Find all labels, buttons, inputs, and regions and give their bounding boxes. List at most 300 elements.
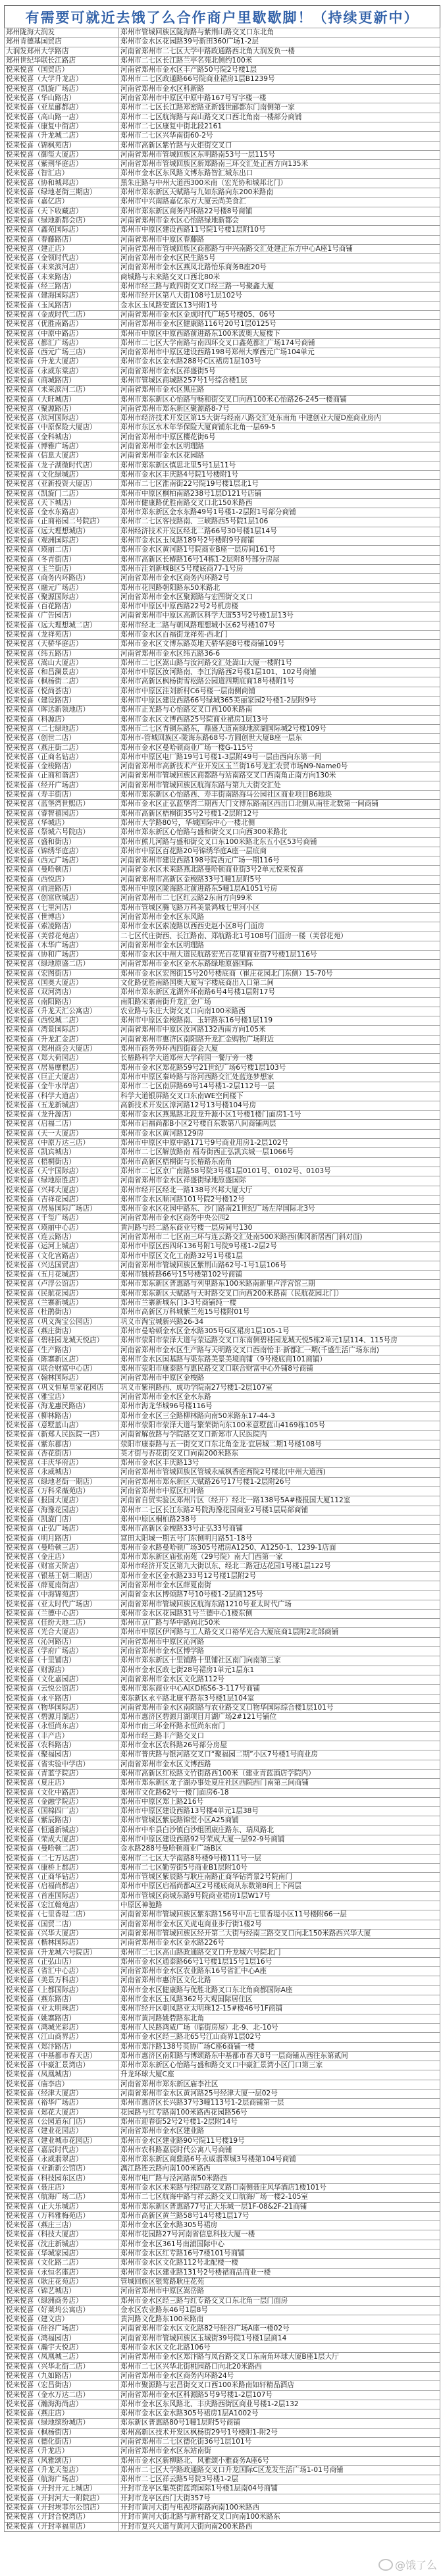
table-row <box>5 1703 440 1712</box>
store-address-cell: 郑州市惠济区碧源月湖项目月湖广场2#121号铺位 <box>119 1713 440 1722</box>
table-row <box>5 772 440 781</box>
table-row <box>5 1741 440 1750</box>
table-row <box>5 1440 440 1449</box>
store-address-cell: 河南省郑州市金水区健康路116号20号1层0125号 <box>119 320 440 329</box>
store-address-cell: 郑州高新区技术开发区枫杨街29号1号楼附1-附2号 <box>119 2428 440 2437</box>
store-name-cell: 悦来悦喜（十里铺店） <box>5 1656 119 1666</box>
store-address-cell: 郑州市曼哈顿金水区金水路305号G区裙房1层105-1号 <box>119 1327 440 1336</box>
store-name-cell: 悦来悦喜（建业城市花园店） <box>5 2136 119 2145</box>
store-address-cell: 河南省郑州市金水区纬五路36-6 <box>119 649 440 658</box>
store-address-cell: 郑州市启福尚都B小区2号楼自东数第八间商铺两层 <box>119 1120 440 1129</box>
table-row <box>5 1553 440 1562</box>
store-address-cell: 郑州市二七区南屏路69号14号楼1-2层112号一层 <box>119 1082 440 1091</box>
store-name-cell: 悦来悦喜（沈庄新城店） <box>5 2240 119 2249</box>
store-address-cell: 郑州市中原区电厂路19号1号楼1-3层附49号一层由西向东第一间 <box>119 752 440 762</box>
table-row <box>5 2475 440 2484</box>
table-row <box>5 592 440 602</box>
store-name-cell: 悦来悦喜（博雅广场店） <box>5 442 119 452</box>
table-row <box>5 1600 440 1609</box>
table-row <box>5 301 440 310</box>
store-name-cell: 悦来悦喜（吉祥花园店） <box>5 1195 119 1204</box>
store-address-cell: 郑州市金水区三全路柳林路向南50米路东17-44-3 <box>119 1411 440 1421</box>
store-name-cell: 悦来悦喜（兴达国贸店） <box>5 1261 119 1270</box>
store-address-cell: 郑东新区普惠路80号1幢1层附5号商铺 <box>119 2419 440 2428</box>
table-row <box>5 244 440 253</box>
store-name-cell: 悦来悦喜（光合大厦店） <box>5 1628 119 1637</box>
store-name-cell: 悦来悦喜（聚源路店） <box>5 404 119 413</box>
store-address-cell: 河南省郑州市中原区金梭路 <box>119 1374 440 1383</box>
store-name-cell: 悦来悦喜（金水万达二店） <box>5 2390 119 2400</box>
store-name-cell: 悦来悦喜（开封河大一附院店） <box>5 2494 119 2503</box>
store-name-cell: 悦来悦喜（索凌路店） <box>5 922 119 932</box>
table-row <box>5 461 440 470</box>
table-row <box>5 837 440 847</box>
store-address-cell: 郑州市聚源路与宏昌街交叉口西100米路南如轩精品酒店 <box>119 2381 440 2390</box>
table-row <box>5 56 440 65</box>
store-name-cell: 悦来悦喜（首座国际店） <box>5 1891 119 1901</box>
store-name-cell: 悦来悦喜（建设路店） <box>5 697 119 706</box>
table-row <box>5 1129 440 1138</box>
store-name-cell: 悦来悦喜（曼哈顿二店） <box>5 1845 119 1854</box>
store-name-cell: 悦来悦喜（金融学院店） <box>5 1797 119 1806</box>
store-address-cell: 河南省郑州市管城回族区新郑路南三环交汇处正西方向135米 <box>119 160 440 169</box>
store-address-cell: 郑州市高新区万科城紫兰苑15号楼附01号 <box>119 1308 440 1317</box>
store-name-cell: 悦来悦喜（公园道东门店） <box>5 2117 119 2126</box>
store-name-cell: 悦来悦喜（物华国际店） <box>5 1703 119 1712</box>
table-row <box>5 1826 440 1835</box>
table-row <box>5 2033 440 2042</box>
store-address-cell: 河南省郑州市金水区东风路 <box>119 912 440 922</box>
store-name-cell: 悦来悦喜（郑花大厦店） <box>5 2108 119 2117</box>
table-row <box>5 367 440 376</box>
table-row <box>5 2240 440 2249</box>
table-row <box>5 922 440 932</box>
store-address-cell: 郑州市郑汴路138号英协广场C座6商铺一楼 <box>119 2042 440 2051</box>
store-address-cell: 河南省郑州市金水区科源路5号9号楼1-2层107号 <box>119 2390 440 2400</box>
store-address-cell: 郑州市郑东新区商务内环路22号楼8号商铺 <box>119 207 440 216</box>
store-address-cell: 河南省郑州市金水区民生路5号 <box>119 254 440 263</box>
store-address-cell: 郑州市正光路与心怡路交叉口西100米路南 <box>119 706 440 715</box>
table-row <box>5 602 440 612</box>
store-table-body <box>5 28 440 2532</box>
store-address-cell: 郑州市中原区启福尚都A区2号楼底商从东数第8间上下两层 <box>119 1882 440 1891</box>
store-address-cell: 河南省郑州市二七区红云路2东南方向99米 <box>119 894 440 903</box>
table-row <box>5 1685 440 1694</box>
store-name-cell: 悦来悦喜（蓝堡湾世熙店） <box>5 800 119 809</box>
store-name-cell: 悦来悦喜（华城店） <box>5 818 119 828</box>
table-row <box>5 1421 440 1430</box>
table-row <box>5 160 440 169</box>
store-name-cell: 悦来悦喜（国贸二店） <box>5 1920 119 1929</box>
store-name-cell: 悦来悦喜（康桥上郡店） <box>5 1863 119 1872</box>
store-address-cell: 郑州市二七区高山路政通路交叉口升龙城六号院北门 <box>119 1948 440 1957</box>
store-address-cell: 郑州市金水区燕黑路北段龙升源小区1号楼1楼门面房1-1号 <box>119 1111 440 1120</box>
store-name-cell: 悦来悦喜（航海广场店） <box>5 2475 119 2484</box>
store-name-cell: 悦来悦喜（曼哈顿三店） <box>5 1543 119 1552</box>
table-row <box>5 235 440 244</box>
table-row <box>5 960 440 969</box>
store-name-cell: 悦来悦喜（智汇店） <box>5 169 119 178</box>
table-row <box>5 762 440 772</box>
table-row <box>5 1562 440 1571</box>
store-name-cell: 悦来悦喜（远大理想城店） <box>5 527 119 536</box>
store-name-cell: 悦来悦喜（文化路二店） <box>5 2259 119 2268</box>
table-row <box>5 752 440 762</box>
table-row <box>5 791 440 800</box>
store-name-cell: 悦来悦喜（绿地原盛二店） <box>5 960 119 969</box>
store-address-cell: 郑东新区永平路北康平路东3号楼1层104室 <box>119 1694 440 1703</box>
store-name-cell: 悦来悦喜（万科雅梅苑店） <box>5 2211 119 2221</box>
table-row <box>5 2438 440 2447</box>
table-row <box>5 1976 440 1985</box>
table-row <box>5 2080 440 2089</box>
store-name-cell: 悦来悦喜（中原中路店） <box>5 329 119 338</box>
store-name-cell: 悦来悦喜（建海国际店） <box>5 292 119 301</box>
store-name-cell: 悦来悦喜（华山路店） <box>5 94 119 103</box>
store-name-cell: 悦来悦喜（七里河店） <box>5 903 119 912</box>
store-name-cell: 悦来悦喜（裕华广场店） <box>5 2099 119 2108</box>
store-name-cell: 悦来悦喜（永威东棠店） <box>5 367 119 376</box>
store-address-cell: 郑州市中原区中原中路171号9号商业用房1-2层102号 <box>119 1139 440 1148</box>
table-row <box>5 1722 440 1731</box>
table-row <box>5 1026 440 1035</box>
store-address-cell: 郑州市金水区宏图街15号20号楼底商（崔庄花园北门东侧）15-70号 <box>119 969 440 978</box>
table-row <box>5 2211 440 2221</box>
store-name-cell: 悦来悦喜（万科采薇苑店） <box>5 1487 119 1496</box>
table-row <box>5 1750 440 1760</box>
store-address-cell: 河南省郑州市金水区祥盛街绿地原盛国际 <box>119 1176 440 1186</box>
store-address-cell: 郑州市经北二路与朝凤路理想城小区62号楼107号 <box>119 621 440 630</box>
store-name-cell: 悦来悦喜（未来滨河店） <box>5 263 119 273</box>
table-row <box>5 2061 440 2070</box>
table-row <box>5 1449 440 1458</box>
store-name-cell: 悦来悦喜（华城家园店） <box>5 2249 119 2259</box>
table-row <box>5 141 440 150</box>
store-name-cell: 悦来悦喜（瀚海海尚店） <box>5 2400 119 2409</box>
store-address-cell: 郑州市金水区黄河路1号院商业B座一层房间161号 <box>119 546 440 555</box>
table-row <box>5 715 440 724</box>
store-list-sheet <box>4 5 440 2532</box>
store-address-cell: 郑州市二七区长江东路2号院海豫花园商业2号楼1层局部商铺 <box>119 1506 440 1515</box>
store-name-cell: 悦来悦喜（经开广场店） <box>5 781 119 790</box>
store-name-cell: 悦来悦喜（郑州商会大厦店） <box>5 1045 119 1054</box>
store-name-cell: 悦来悦喜（科技园东区店） <box>5 2174 119 2183</box>
store-address-cell: 郑州市金水区正弘蓝堡湾二期西大门文博东路南区西出口北侧从南往北数第一间商铺 <box>119 800 440 809</box>
table-row <box>5 2400 440 2409</box>
store-name-cell: 悦来悦喜（鸿城光彩店） <box>5 2023 119 2032</box>
table-row <box>5 1845 440 1854</box>
store-name-cell: 悦来悦喜（亚太明珠店） <box>5 2005 119 2014</box>
store-name-cell: 悦来悦喜（升龙城六号院店） <box>5 1948 119 1957</box>
store-name-cell: 悦来悦喜（西悦店） <box>5 875 119 884</box>
table-row <box>5 2202 440 2211</box>
table-row <box>5 941 440 950</box>
store-name-cell: 悦来悦喜（融元广场店） <box>5 583 119 592</box>
store-address-cell: 郑州市高新区梧桐街与长椿路东南角 <box>119 1157 440 1167</box>
table-row <box>5 668 440 677</box>
table-row <box>5 2513 440 2522</box>
store-name-cell: 悦来悦喜（巩义淘宝公园店） <box>5 1317 119 1327</box>
table-row <box>5 2277 440 2286</box>
table-row <box>5 2344 440 2353</box>
store-name-cell: 悦来悦喜（航海广场二店） <box>5 2193 119 2202</box>
store-address-cell: 郑州市郑东新区心怡路与盛和街交叉口向西300米路北 <box>119 828 440 837</box>
table-row <box>5 856 440 866</box>
store-name-cell: 悦来悦喜（世博店） <box>5 912 119 922</box>
store-name-cell: 悦来悦喜（天下收藏店） <box>5 207 119 216</box>
store-name-cell: 悦来悦喜（西元广场三店） <box>5 348 119 357</box>
table-row <box>5 640 440 649</box>
store-address-cell: 金水区玉凤路安置区13号附1号 <box>119 301 440 310</box>
store-name-cell: 悦来悦喜（金领时代店） <box>5 254 119 263</box>
store-address-cell: 郑州市金水区花园路39号新田360广场1-2层 <box>119 38 440 47</box>
table-row <box>5 555 440 564</box>
table-row <box>5 932 440 941</box>
table-row <box>5 1327 440 1336</box>
store-address-cell: 巩义市淘宝城新兴路26-34 <box>119 1317 440 1327</box>
store-name-cell: 悦来悦喜（芙蓉花苑店） <box>5 932 119 941</box>
store-address-cell: 河南省郑州市中原区建设西路198号郑州大摩西元广场104单元 <box>119 348 440 357</box>
table-row <box>5 263 440 273</box>
store-address-cell: 郑州市郑东商业中心A区D栋S6-3-117号商铺 <box>119 1685 440 1694</box>
table-row <box>5 178 440 188</box>
table-row <box>5 517 440 527</box>
store-address-cell: 郑州市二七区大学南路与南四环交叉口鑫苑都汇广场174号商铺 <box>119 338 440 348</box>
table-row <box>5 649 440 658</box>
store-name-cell: 悦来悦喜（梧桐街店） <box>5 1157 119 1167</box>
table-row <box>5 1769 440 1778</box>
store-name-cell: 悦来悦喜（升龙店） <box>5 2447 119 2456</box>
store-address-cell: 郑州市二七区青铜东路东，鼎盛大道南绿地滨湖国际城2号楼109号 <box>119 724 440 733</box>
store-address-cell: 郑州市大学路80号，华城国际中心一楼北侧 <box>119 818 440 828</box>
table-row <box>5 2504 440 2513</box>
store-name-cell: 悦来悦喜（财富天阶店） <box>5 1562 119 1571</box>
store-address-cell: 郑州市郑东新区普惠路与列里路东100米路南新里卢浮宫馆三期 <box>119 1280 440 1289</box>
table-row <box>5 1242 440 1251</box>
store-name-cell: 悦来悦喜（报国大厦店） <box>5 1496 119 1506</box>
store-address-cell: 郑州市郑东新区十里铺路十里铺社区南门向南第三家 <box>119 1656 440 1666</box>
store-address-cell: 农业路与朱庄大街交叉口向南100米路西 <box>119 1007 440 1016</box>
store-name-cell: 悦来悦喜（建文店） <box>5 2315 119 2325</box>
store-address-cell: 郑州市金水区金水路305号裙房1层A1002号 <box>119 2409 440 2419</box>
store-address-cell: 郑州中原区桐柏路238号 <box>119 1515 440 1524</box>
store-name-cell: 悦来悦喜（鑫苑国际店） <box>5 226 119 235</box>
store-address-cell: 二七区代庄街西、长江路南、郑航路北1号108号门面房一楼（芙蓉花苑） <box>119 932 440 941</box>
table-row <box>5 1666 440 1675</box>
store-address-cell: 郑州市经三路与政四街交叉口经三路一号聚鑫大厦 <box>119 282 440 292</box>
table-row <box>5 2051 440 2061</box>
store-address-cell: 河南省郑州市中原区中原中路167号写字楼一楼 <box>119 94 440 103</box>
table-row <box>5 1261 440 1270</box>
store-name-cell: 悦来悦喜（南阳路店） <box>5 997 119 1007</box>
store-address-cell: 河南省郑州市金水区商务内环路2号 <box>119 574 440 583</box>
store-name-cell: 悦来悦喜（宏江翰苑店） <box>5 1901 119 1910</box>
table-row <box>5 1402 440 1411</box>
table-row <box>5 1487 440 1496</box>
table-row <box>5 951 440 960</box>
store-address-cell: 郑州市中原区西四环136号附1号院9号楼1-2层2号 <box>119 1242 440 1251</box>
store-address-cell: 郑州市中原区中原西路前进路东100米波奥大厦楼下 <box>119 329 440 338</box>
table-row <box>5 1920 440 1929</box>
table-row <box>5 94 440 103</box>
store-address-cell: 河南省郑州市金水区科新路 <box>119 84 440 93</box>
table-row <box>5 1101 440 1110</box>
table-row <box>5 800 440 809</box>
table-row <box>5 38 440 47</box>
store-address-cell: 开封市黄河大街北路与新村路交叉口向南100米路东 <box>119 2513 440 2522</box>
table-row <box>5 150 440 159</box>
store-name-cell: 悦来悦喜（天下城店） <box>5 498 119 508</box>
table-row <box>5 2362 440 2371</box>
store-name-cell: 悦来悦喜（紫辰路店） <box>5 1816 119 1826</box>
store-name-cell: 悦来悦喜（金牛水岸店） <box>5 1082 119 1091</box>
store-name-cell: 悦来悦喜（陈寨新区店） <box>5 1355 119 1364</box>
store-name-cell: 悦来悦喜（商务内环路店） <box>5 574 119 583</box>
table-row <box>5 527 440 536</box>
store-name-cell: 悦来悦喜（文化中路店） <box>5 1788 119 1797</box>
store-address-cell: 郑州市高新区长椿路16号14栋1-2层附8号部分房屋 <box>119 555 440 564</box>
table-row <box>5 395 440 404</box>
store-address-cell: 郑州市金水区金水路288号C区裙房1层103号 <box>119 357 440 367</box>
store-name-cell: 悦来悦喜（薛夏南街店） <box>5 1581 119 1590</box>
store-name-cell: 悦来悦喜（广告园店） <box>5 612 119 621</box>
store-name-cell: 悦来悦喜（燕庄街二店） <box>5 743 119 752</box>
store-address-cell: 郑州市惠济区南阳路与博颂路东中基都市春天8号一层商铺从西往东第贰间 <box>119 2051 440 2061</box>
table-row <box>5 1120 440 1129</box>
table-row <box>5 273 440 282</box>
store-name-cell: 悦来悦喜（科技大厦店） <box>5 2230 119 2240</box>
store-name-cell: 悦来悦喜（远大理想城二店） <box>5 621 119 630</box>
table-row <box>5 1647 440 1656</box>
table-row <box>5 2005 440 2014</box>
store-name-cell: 悦来悦喜（亚新投资大厦店） <box>5 480 119 489</box>
store-name-cell: 悦来悦喜（燕庄街店） <box>5 1327 119 1336</box>
store-name-cell: 悦来悦喜（升龙城二店） <box>5 132 119 141</box>
store-address-cell: 郑州市中原区桐柏南路238号1层D121号店铺 <box>119 489 440 498</box>
table-row <box>5 1760 440 1769</box>
store-name-cell: 悦来悦喜（凤凰城店） <box>5 2070 119 2080</box>
store-address-cell: 郑州市二七区航海路与高山路交叉口西北角南一楼部分商铺 <box>119 113 440 122</box>
store-address-cell: 郑州市中原区中原西路22号2号机房楼 <box>119 602 440 612</box>
store-name-cell: 悦来悦喜（聚源国际店） <box>5 592 119 602</box>
store-address-cell: 郑州市金水区建业路90号院11号楼19号 <box>119 2136 440 2145</box>
store-address-cell: 河南省郑州市郑东新区天赋路26号17号楼1-2层附26号 <box>119 1477 440 1486</box>
table-row <box>5 320 440 329</box>
store-name-cell: 悦来悦喜（龙升源店） <box>5 1111 119 1120</box>
store-name-cell: 悦来悦喜（绿地新都会店） <box>5 216 119 225</box>
table-row <box>5 1271 440 1280</box>
store-name-cell: 悦来悦喜（开封合悦湾店） <box>5 2513 119 2522</box>
store-address-cell: 黄河路与经二路东商业号楼一层房间号130 <box>119 1223 440 1232</box>
store-address-cell: 郑州市郑东新区商鼎路6号永威翡翠城3号楼第104号商铺 <box>119 2155 440 2165</box>
table-row <box>5 1995 440 2005</box>
store-address-cell: 河南省解放路与学院路交叉口新郑市人民医院内 <box>119 1431 440 1440</box>
store-name-cell: 悦来悦喜（锦绣华庭店） <box>5 847 119 856</box>
store-address-cell: 郑州市东区水木年华保险大厦商铺东北角一层69-5 <box>119 423 440 433</box>
store-name-cell: 悦来悦喜（盛和街店） <box>5 837 119 847</box>
store-address-cell: 河南省郑州市中原区樱花街6号 <box>119 433 440 442</box>
store-name-cell: 悦来悦喜（正弘广场店） <box>5 1525 119 1534</box>
store-name-cell: 悦来悦喜（纬五路店） <box>5 649 119 658</box>
store-address-cell: 郑州市金水区健康路与优胜北路叉口东北角商都国际A座 <box>119 1985 440 1995</box>
store-address-cell: 郑州市金水区农科路26号部分房屋 <box>119 1741 440 1750</box>
store-name-cell: 悦来悦喜（聂庄店） <box>5 2183 119 2192</box>
store-name-cell: 悦来悦喜（云悦公馆店） <box>5 1685 119 1694</box>
store-name-cell: 悦来悦喜（郑大荷园店） <box>5 1054 119 1063</box>
store-address-cell: 中原区神驰路 <box>119 1901 440 1910</box>
store-address-cell: 郑州市金水区文博东路英地天骄华庭8号楼商铺109号 <box>119 640 440 649</box>
store-address-cell: 郑州市经开区第八大街108号1层102号 <box>119 292 440 301</box>
store-address-cell: 河南省郑州市金水区博学路 <box>119 1647 440 1656</box>
store-name-cell: 悦来悦喜（升龙汇金店） <box>5 1035 119 1044</box>
table-row <box>5 724 440 733</box>
table-row <box>5 1910 440 1920</box>
store-name-cell: 悦来悦喜（正商裕园二号院店） <box>5 517 119 527</box>
table-row <box>5 254 440 263</box>
table-row <box>5 621 440 630</box>
table-row <box>5 1374 440 1383</box>
store-name-cell: 悦来悦喜（经津大厦店） <box>5 2090 119 2099</box>
store-address-cell: 郑州市管城区紫辰路与耿庄南路正商华钻湾景2号院南门 <box>119 1873 440 1882</box>
store-address-cell: 郑州市中兴南路嘉亿东方大厦云尚美食汇 <box>119 197 440 207</box>
store-address-cell: 郑州市电厂路与泾河路南50米路西 <box>119 2174 440 2183</box>
store-address-cell: 郑州市管城回族区陇海路与紫荆山路交叉口东北角 <box>119 28 440 38</box>
table-row <box>5 969 440 978</box>
table-row <box>5 1383 440 1392</box>
store-name-cell: 悦来悦喜（未来滨河二店） <box>5 386 119 395</box>
store-name-cell: 悦来悦喜（二七万达店） <box>5 1854 119 1863</box>
table-row <box>5 84 440 93</box>
store-address-cell: 郑州市熊儿河路与盛和街交叉口东100米路北东五小区53号商铺 <box>119 837 440 847</box>
store-name-cell: 悦来悦喜（九如路店） <box>5 2371 119 2380</box>
store-name-cell: 悦来悦喜（绿地缤纷城店） <box>5 2419 119 2428</box>
store-name-cell: 悦来悦喜（明月路店） <box>5 1534 119 1543</box>
store-address-cell: 郑州市金水区国基路与渠东路美景美境商铺（9号楼底商101商铺） <box>119 1355 440 1364</box>
store-name-cell: 悦来悦喜（升龙天玺店） <box>5 2465 119 2475</box>
table-row <box>5 423 440 433</box>
store-address-cell: 郑州市金水区郑花路59号21世纪广场6号楼1层103号 <box>119 1063 440 1072</box>
table-row <box>5 2230 440 2240</box>
store-address-cell: 郑州市海龙华城96号楼116号 <box>119 1402 440 1411</box>
table-row <box>5 282 440 292</box>
table-row <box>5 1431 440 1440</box>
store-address-cell: 郑州市中原区伊河路与工人路交叉口裕华光合大厦底商1层附2北部商铺 <box>119 1628 440 1637</box>
table-row <box>5 75 440 84</box>
table-row <box>5 1176 440 1186</box>
store-name-cell: 悦来悦喜（信息大厦店） <box>5 452 119 461</box>
table-row <box>5 875 440 884</box>
table-row <box>5 1835 440 1845</box>
store-name-cell: 悦来悦喜（大学升龙店） <box>5 75 119 84</box>
table-row <box>5 2353 440 2362</box>
table-row <box>5 1289 440 1298</box>
store-name-cell: 悦来悦喜（硅谷广场店） <box>5 2325 119 2334</box>
store-address-cell: 郑州市金水区经三路北65号江山商界1层02号 <box>119 2033 440 2042</box>
table-row <box>5 1873 440 1882</box>
table-row <box>5 1854 440 1863</box>
store-address-cell: 河南省郑州市金水区明理路 <box>119 941 440 950</box>
store-address-cell: 黄河路文化路东100米路南 <box>119 2315 440 2325</box>
store-name-cell: 悦来悦喜（观洲国际店） <box>5 537 119 546</box>
store-name-cell: 悦来悦喜（居易摩根店） <box>5 1063 119 1072</box>
store-address-cell: 郑州市二七区航海中路与祥云路交叉口航海广场一楼2-105室 <box>119 2193 440 2202</box>
table-row <box>5 1948 440 1957</box>
store-name-cell: 悦来悦喜（海龙惠民路店） <box>5 1402 119 1411</box>
store-name-cell: 悦来悦喜（瀚宇天悦店） <box>5 2344 119 2353</box>
store-address-cell: 郑州市金水区未来路与纬四路交叉路口南侧聂庄风华酒店1楼101号 <box>119 2183 440 2192</box>
store-name-cell: 悦来悦喜（绿地老街三期店） <box>5 188 119 197</box>
store-name-cell: 悦来悦喜（风雅颂店） <box>5 2456 119 2465</box>
